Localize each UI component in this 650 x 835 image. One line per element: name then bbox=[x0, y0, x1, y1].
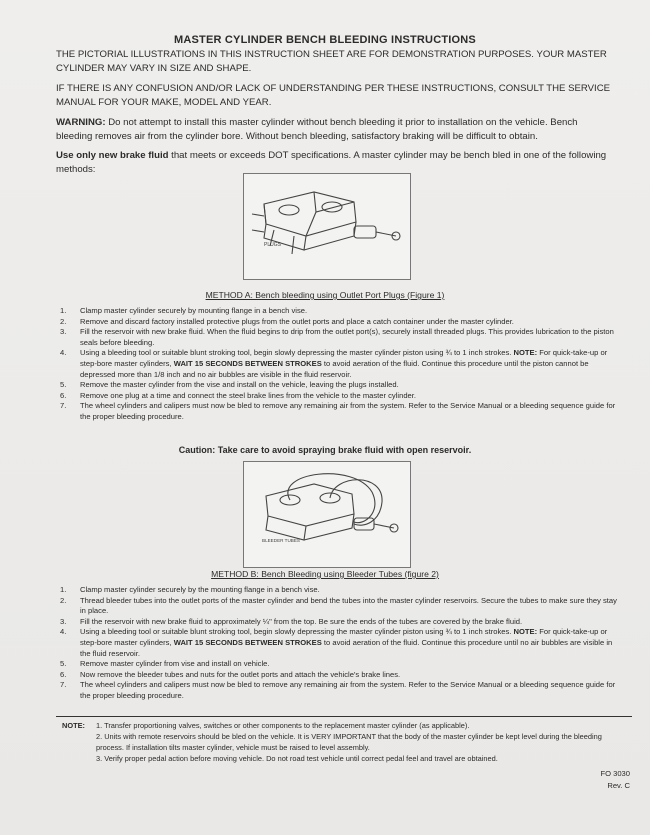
caution-text: Caution: Take care to avoid spraying brake fluid with open reservoir. bbox=[178, 445, 472, 455]
figure-1-label: PLUGS bbox=[264, 242, 281, 248]
step-number: 4. bbox=[60, 627, 67, 637]
fluid-text: that meets or exceeds DOT specifications. A master cylinder may be bench bled in one of the following methods: bbox=[56, 150, 607, 175]
figure-2-label: BLEEDER TUBES bbox=[262, 538, 300, 543]
step-text-pre: Using a bleeding tool or suitable blunt stroking tool, begin slowly depressing the master cylinder piston using ¾ to 1 inch strokes. bbox=[80, 348, 514, 358]
method-a-caption: METHOD A: Bench bleeding using Outlet Port Plugs (Figure 1) bbox=[205, 290, 445, 300]
step-number: 7. bbox=[60, 680, 67, 690]
method-a-steps bbox=[60, 306, 620, 423]
step-number: 6. bbox=[60, 669, 67, 679]
step-text: Remove one plug at a time and connect the steel brake lines from the vehicle to the master cylinder. bbox=[80, 390, 416, 400]
intro-consult: IF THERE IS ANY CONFUSION AND/OR LACK OF UNDERSTANDING PER THESE INSTRUCTIONS, CONSULT THE SERVICE MANUAL FOR YOUR MAKE, MODEL AND YEAR. bbox=[56, 83, 611, 108]
note-label: NOTE: bbox=[62, 721, 85, 730]
step-text-post: to avoid aeration of the fluid. Continue this procedure until no air bubbles are visible in the fluid reservoir. bbox=[80, 637, 613, 658]
notes-list bbox=[96, 720, 622, 764]
step-text-bold2: WAIT 15 SECONDS BETWEEN STROKES bbox=[173, 358, 322, 368]
method-b-steps bbox=[60, 585, 620, 702]
step-text: Thread bleeder tubes into the outlet ports of the master cylinder and bend the tubes into the master cylinder reservoirs. Secure the tubes to make sure they stay in place. bbox=[80, 595, 617, 616]
method-a-step bbox=[60, 348, 620, 380]
step-text: The wheel cylinders and calipers must now be bled to remove any remaining air from the system. Refer to the Service Manual or a bleeding sequence guide for the proper bleeding procedure. bbox=[80, 401, 616, 421]
warning-text: Do not attempt to install this master cylinder without bench bleeding it prior to installation on the vehicle. Bench bleeding removes air from the cylinder bore. Without bench bleeding, satisfactory braking will be difficult to obtain. bbox=[56, 117, 578, 142]
step-number: 3. bbox=[60, 327, 67, 337]
step-number: 1. bbox=[60, 306, 67, 315]
method-a-step bbox=[60, 391, 620, 402]
intro-disclaimer: THE PICTORIAL ILLUSTRATIONS IN THIS INSTRUCTION SHEET ARE FOR DEMONSTRATION PURPOSES. YOUR MASTER CYLINDER MAY VARY IN SIZE AND SHAPE. bbox=[56, 49, 607, 74]
method-a-step bbox=[60, 327, 620, 348]
notes-section bbox=[62, 720, 622, 764]
method-b-step bbox=[60, 617, 620, 628]
note-item: 1. Transfer proportioning valves, switches or other components to the replacement master cylinder (as applicable). bbox=[96, 721, 470, 730]
fluid-label: Use only new brake fluid bbox=[56, 150, 169, 161]
step-number: 4. bbox=[60, 348, 67, 358]
figure-2-illustration bbox=[243, 461, 411, 568]
note-item: 3. Verify proper pedal action before moving vehicle. Do not road test vehicle until correct pedal feel and travel are obtained. bbox=[96, 754, 498, 763]
notes-divider bbox=[56, 716, 632, 717]
method-a-step bbox=[60, 401, 620, 422]
method-b-step bbox=[60, 670, 620, 681]
master-cylinder-plugs-drawing bbox=[244, 174, 410, 279]
method-b-step bbox=[60, 596, 620, 617]
method-a-step bbox=[60, 380, 620, 391]
step-text-bold1: NOTE: bbox=[513, 348, 538, 358]
step-text-mid: For quick-take-up or step-bore master cylinders, bbox=[80, 348, 608, 368]
step-number: 2. bbox=[60, 316, 67, 326]
step-number: 5. bbox=[60, 380, 67, 390]
step-text-pre: Using a bleeding tool or suitable blunt stroking tool, begin slowly depressing the master cylinder piston using ¾ to 1 inch strokes. bbox=[80, 627, 514, 637]
step-text: Fill the reservoir with new brake fluid to approximately ¼" from the top. Be sure the ends of the tubes are covered by the brake fluid. bbox=[80, 616, 523, 626]
method-b-step bbox=[60, 659, 620, 670]
step-text: Clamp master cylinder securely by the mounting flange in a bench vise. bbox=[80, 585, 320, 594]
method-b-caption: METHOD B: Bench Bleeding using Bleeder Tubes (figure 2) bbox=[211, 569, 439, 579]
form-info bbox=[600, 768, 630, 792]
step-number: 1. bbox=[60, 585, 67, 594]
step-text: Remove master cylinder from vise and install on vehicle. bbox=[80, 659, 270, 669]
step-text: Now remove the bleeder tubes and nuts for the outlet ports and attach the vehicle's brake lines. bbox=[80, 669, 401, 679]
step-text-bold2: WAIT 15 SECONDS BETWEEN STROKES bbox=[173, 637, 322, 647]
step-number: 7. bbox=[60, 401, 67, 411]
warning-paragraph bbox=[56, 116, 616, 144]
method-a-step bbox=[60, 317, 620, 328]
step-text: Remove the master cylinder from the vise and install on the vehicle, leaving the plugs installed. bbox=[80, 380, 399, 390]
warning-label: WARNING: bbox=[56, 117, 106, 128]
step-number: 5. bbox=[60, 659, 67, 669]
master-cylinder-bleeder-tubes-drawing bbox=[244, 462, 410, 567]
figure-1-illustration bbox=[243, 173, 411, 280]
method-a-step bbox=[60, 306, 620, 317]
step-text-post: to avoid aeration of the fluid. Continue this procedure until the piston cannot be depressed more than 1/8 inch and no air bubbles are visible in the fluid reservoir. bbox=[80, 358, 589, 379]
step-text: Fill the reservoir with new brake fluid. When the fluid begins to drip from the outlet port(s), securely install threaded plugs. This provides lubrication to the piston seals before bleeding. bbox=[80, 327, 614, 347]
step-number: 3. bbox=[60, 616, 67, 626]
step-text: The wheel cylinders and calipers must now be bled to remove any remaining air from the system. Refer to the Service Manual or a bleeding sequence guide for the proper bleeding procedure. bbox=[80, 680, 616, 700]
step-number: 2. bbox=[60, 595, 67, 605]
method-b-step bbox=[60, 627, 620, 659]
note-item: 2. Units with remote reservoirs should be bled on the vehicle. It is VERY IMPORTANT that the body of the master cylinder be kept level during the bleeding process. If installation tilts master cylinder, vehicle must be raised to level assembly. bbox=[96, 732, 602, 752]
step-text-mid: For quick-take-up or step-bore master cylinders, bbox=[80, 627, 608, 647]
step-text bbox=[80, 348, 620, 380]
revision: Rev. C bbox=[607, 781, 630, 790]
step-number: 6. bbox=[60, 390, 67, 400]
step-text: Clamp master cylinder securely by mounting flange in a bench vise. bbox=[80, 306, 308, 315]
step-text-bold1: NOTE: bbox=[513, 627, 538, 637]
step-text bbox=[80, 627, 620, 659]
method-b-step bbox=[60, 680, 620, 701]
page-title: MASTER CYLINDER BENCH BLEEDING INSTRUCTIONS bbox=[174, 34, 476, 46]
step-text: Remove and discard factory installed protective plugs from the outlet ports and place a catch container under the master cylinder. bbox=[80, 316, 514, 326]
form-number: FO 3030 bbox=[600, 769, 630, 778]
method-b-step bbox=[60, 585, 620, 596]
